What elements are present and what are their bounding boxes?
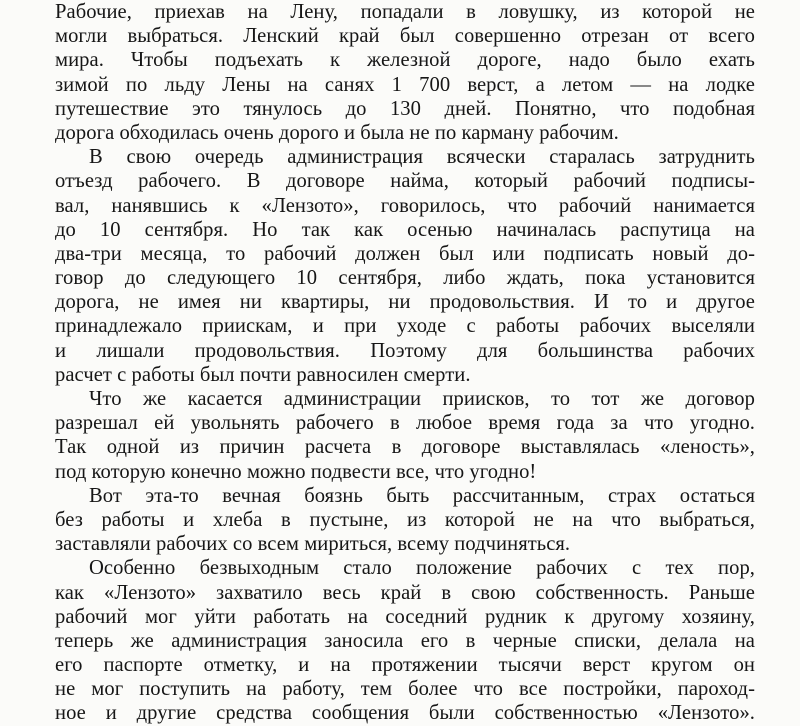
text-line: говор до следующего 10 сентября, либо ждать, пока установится	[55, 267, 755, 290]
text-line: рабочий мог уйти работать на соседний рудник к другому хозяину,	[55, 605, 755, 628]
paragraph-3	[55, 387, 755, 484]
paragraph-4	[55, 484, 755, 557]
text-line: дорога обходилась очень дорого и была не по карману рабочим.	[55, 121, 619, 144]
text-line: зимой по льду Лены на санях 1 700 верст, а летом — на лодке	[55, 73, 755, 96]
text-line: могли выбраться. Ленский край был совершенно отрезан от всего	[55, 25, 755, 48]
text-line: Что же касается администрации приисков, то тот же договор	[89, 388, 755, 410]
text-line: два-три месяца, то рабочий должен был или подписать новый до-	[55, 242, 755, 265]
text-line: Вот эта-то вечная боязнь быть рассчитанным, страх остаться	[89, 484, 755, 507]
text-line: без работы и хлеба в пустыне, из которой не на что выбраться,	[55, 508, 755, 531]
text-line: не мог поступить на работу, тем более что все постройки, пароход-	[55, 678, 755, 701]
text-line: принадлежало приискам, и при уходе с работы рабочих выселяли	[55, 315, 755, 338]
text-line: отъезд рабочего. В договоре найма, который рабочий подписы-	[55, 170, 755, 193]
document-page	[55, 0, 755, 726]
text-line: мира. Чтобы подъехать к железной дороге, надо было ехать	[55, 49, 755, 72]
text-line: разрешал ей увольнять рабочего в любое время года за что угодно.	[55, 412, 755, 435]
text-line: В свою очередь администрация всячески старалась затруднить	[89, 146, 755, 169]
text-line: и лишали продовольствия. Поэтому для большинства рабочих	[55, 339, 755, 362]
paragraph-1	[55, 0, 755, 145]
text-line: Особенно безвыходным стало положение рабочих с тех пор,	[89, 557, 755, 580]
text-line: до 10 сентября. Но так как осенью начиналась распутица на	[55, 218, 755, 241]
text-line: расчет с работы был почти равносилен смерти.	[55, 363, 471, 386]
text-line: Рабочие, приехав на Лену, попадали в ловушку, из которой не	[55, 1, 755, 23]
paragraph-2	[55, 145, 755, 387]
text-line: дорога, не имея ни квартиры, ни продовольствия. И то и другое	[55, 291, 755, 314]
text-line: путешествие это тянулось до 130 дней. Понятно, что подобная	[55, 97, 755, 120]
text-line: ное и другие средства сообщения были собственностью «Лензото».	[55, 702, 755, 725]
text-line: под которую конечно можно подвести все, что угодно!	[55, 460, 537, 483]
text-line: вал, нанявшись к «Лензото», говорилось, что рабочий нанимается	[55, 194, 755, 217]
text-line: как «Лензото» захватило весь край в свою собственность. Раньше	[55, 581, 755, 604]
paragraph-5	[55, 556, 755, 725]
text-line: его паспорте отметку, и на протяжении тысячи верст кругом он	[55, 654, 755, 677]
text-line: теперь же администрация заносила его в черные списки, делала на	[55, 629, 755, 652]
text-line: Так одной из причин расчета в договоре выставлялась «леность»,	[55, 436, 755, 459]
text-line: заставляли рабочих со всем мириться, всему подчиняться.	[55, 533, 571, 556]
